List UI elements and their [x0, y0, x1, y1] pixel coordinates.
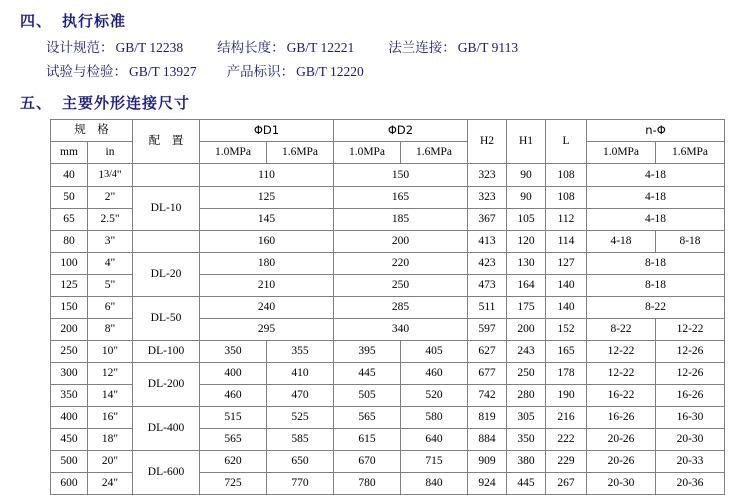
- cell-h2: 367: [468, 209, 507, 231]
- header-d2: ΦD2: [334, 120, 468, 142]
- cell-d1-16mpa: 355: [267, 341, 334, 363]
- cell-size-inch: 8": [88, 319, 133, 341]
- cell-n-phi-16mpa: 20-30: [656, 429, 725, 451]
- cell-size-mm: 250: [51, 341, 88, 363]
- standard-product-marking: [227, 61, 364, 82]
- cell-h1: 243: [507, 341, 546, 363]
- cell-size-mm: 450: [51, 429, 88, 451]
- cell-l: 216: [546, 407, 587, 429]
- table-row: [51, 187, 725, 209]
- cell-size-mm: 50: [51, 187, 88, 209]
- header-n-p16: 1.6MPa: [656, 142, 725, 164]
- cell-l: 229: [546, 451, 587, 473]
- cell-h1: 305: [507, 407, 546, 429]
- header-h1: H1: [507, 120, 546, 164]
- cell-d2-16mpa: 460: [401, 363, 468, 385]
- cell-d2-10mpa: 565: [334, 407, 401, 429]
- cell-n-phi-10mpa: 8-22: [587, 319, 656, 341]
- cell-n-phi: 4-18: [587, 209, 725, 231]
- cell-size-mm: 300: [51, 363, 88, 385]
- cell-h2: 473: [468, 275, 507, 297]
- cell-d1-16mpa: 410: [267, 363, 334, 385]
- cell-size-mm: 350: [51, 385, 88, 407]
- table-header-row-1: [51, 120, 725, 142]
- cell-n-phi: 4-18: [587, 187, 725, 209]
- cell-l: 178: [546, 363, 587, 385]
- cell-size-inch: 2": [88, 187, 133, 209]
- cell-h2: 597: [468, 319, 507, 341]
- cell-d1: 210: [200, 275, 334, 297]
- header-d1: ΦD1: [200, 120, 334, 142]
- cell-n-phi-16mpa: 16-30: [656, 407, 725, 429]
- cell-n-phi-16mpa: 8-18: [656, 231, 725, 253]
- cell-h1: 105: [507, 209, 546, 231]
- cell-d1: 145: [200, 209, 334, 231]
- cell-config: [133, 164, 200, 187]
- standards-row-1: [46, 37, 733, 58]
- cell-d1-16mpa: 650: [267, 451, 334, 473]
- cell-size-inch: 13/4": [88, 164, 133, 187]
- cell-h1: 380: [507, 451, 546, 473]
- cell-n-phi-10mpa: 16-22: [587, 385, 656, 407]
- cell-h1: 280: [507, 385, 546, 407]
- cell-d2-10mpa: 670: [334, 451, 401, 473]
- cell-size-mm: 125: [51, 275, 88, 297]
- cell-h1: 445: [507, 473, 546, 495]
- cell-n-phi-10mpa: 12-22: [587, 341, 656, 363]
- cell-d2-16mpa: 520: [401, 385, 468, 407]
- cell-l: 112: [546, 209, 587, 231]
- cell-n-phi-16mpa: 12-22: [656, 319, 725, 341]
- cell-size-inch: 20": [88, 451, 133, 473]
- cell-d1-10mpa: 350: [200, 341, 267, 363]
- cell-h1: 164: [507, 275, 546, 297]
- cell-d2-16mpa: 405: [401, 341, 468, 363]
- cell-d1: 125: [200, 187, 334, 209]
- header-d2-p10: 1.0MPa: [334, 142, 401, 164]
- cell-d2: 185: [334, 209, 468, 231]
- cell-h1: 130: [507, 253, 546, 275]
- table-row: [51, 164, 725, 187]
- table-row: [51, 253, 725, 275]
- standard-design-spec-label: 设计规范：: [46, 40, 114, 55]
- cell-n-phi-10mpa: 20-26: [587, 429, 656, 451]
- standard-design-spec: [46, 37, 183, 58]
- cell-config: DL-400: [133, 407, 200, 451]
- cell-h2: 909: [468, 451, 507, 473]
- cell-n-phi: 8-18: [587, 253, 725, 275]
- dimensions-table-wrap: [50, 119, 733, 495]
- cell-config: DL-20: [133, 253, 200, 297]
- cell-config: DL-200: [133, 363, 200, 407]
- cell-size-inch: 16": [88, 407, 133, 429]
- table-row: [51, 341, 725, 363]
- header-spec: 规 格: [51, 120, 133, 142]
- cell-d2: 165: [334, 187, 468, 209]
- standard-product-marking-value: GB/T 12220: [296, 64, 364, 79]
- cell-size-mm: 200: [51, 319, 88, 341]
- standard-flange-connection-label: 法兰连接：: [388, 40, 456, 55]
- standard-test-inspection-label: 试验与检验：: [46, 64, 127, 79]
- cell-config: DL-10: [133, 187, 200, 231]
- section-title-standards: 执行标准: [62, 13, 127, 30]
- standard-structure-length-value: GB/T 12221: [286, 40, 355, 55]
- cell-d2: 285: [334, 297, 468, 319]
- cell-n-phi-16mpa: 12-26: [656, 341, 725, 363]
- header-config: 配 置: [133, 120, 200, 164]
- cell-h2: 627: [468, 341, 507, 363]
- cell-l: 140: [546, 297, 587, 319]
- standard-flange-connection: [388, 37, 518, 58]
- cell-d1: 240: [200, 297, 334, 319]
- cell-h2: 323: [468, 187, 507, 209]
- table-row: [51, 451, 725, 473]
- cell-size-inch: 18": [88, 429, 133, 451]
- header-l: L: [546, 120, 587, 164]
- cell-size-inch: 3": [88, 231, 133, 253]
- cell-size-mm: 40: [51, 164, 88, 187]
- cell-d2: 250: [334, 275, 468, 297]
- cell-d1-16mpa: 770: [267, 473, 334, 495]
- standard-structure-length: [217, 37, 354, 58]
- cell-l: 222: [546, 429, 587, 451]
- section-number-five: 五、: [20, 95, 53, 112]
- cell-n-phi-16mpa: 12-26: [656, 363, 725, 385]
- table-row: [51, 407, 725, 429]
- cell-config: DL-100: [133, 341, 200, 363]
- cell-size-mm: 65: [51, 209, 88, 231]
- cell-l: 267: [546, 473, 587, 495]
- cell-d2-16mpa: 580: [401, 407, 468, 429]
- cell-size-mm: 100: [51, 253, 88, 275]
- cell-n-phi-16mpa: 16-26: [656, 385, 725, 407]
- cell-l: 108: [546, 187, 587, 209]
- cell-d1: 180: [200, 253, 334, 275]
- cell-l: 190: [546, 385, 587, 407]
- header-in: in: [88, 142, 133, 164]
- cell-l: 108: [546, 164, 587, 187]
- cell-d2-10mpa: 395: [334, 341, 401, 363]
- standards-block: [46, 37, 733, 82]
- cell-d1-10mpa: 565: [200, 429, 267, 451]
- cell-n-phi: 8-22: [587, 297, 725, 319]
- cell-n-phi-10mpa: 20-26: [587, 451, 656, 473]
- header-d2-p16: 1.6MPa: [401, 142, 468, 164]
- cell-config: [133, 231, 200, 253]
- cell-l: 165: [546, 341, 587, 363]
- cell-h2: 884: [468, 429, 507, 451]
- header-mm: mm: [51, 142, 88, 164]
- cell-d1: 160: [200, 231, 334, 253]
- cell-d2-10mpa: 780: [334, 473, 401, 495]
- cell-size-inch: 2.5": [88, 209, 133, 231]
- cell-d2: 200: [334, 231, 468, 253]
- cell-h1: 250: [507, 363, 546, 385]
- cell-size-inch: 6": [88, 297, 133, 319]
- header-n-phi: n-Φ: [587, 120, 725, 142]
- header-d1-p16: 1.6MPa: [267, 142, 334, 164]
- table-row: [51, 363, 725, 385]
- cell-size-mm: 500: [51, 451, 88, 473]
- cell-h1: 175: [507, 297, 546, 319]
- cell-d2-10mpa: 615: [334, 429, 401, 451]
- dimensions-table: [50, 119, 725, 495]
- cell-h1: 120: [507, 231, 546, 253]
- cell-d2: 340: [334, 319, 468, 341]
- cell-d2-10mpa: 505: [334, 385, 401, 407]
- cell-n-phi: 8-18: [587, 275, 725, 297]
- cell-size-mm: 150: [51, 297, 88, 319]
- table-header: [51, 120, 725, 164]
- cell-h1: 90: [507, 164, 546, 187]
- header-d1-p10: 1.0MPa: [200, 142, 267, 164]
- standard-flange-connection-value: GB/T 9113: [457, 40, 519, 55]
- cell-d1-10mpa: 400: [200, 363, 267, 385]
- cell-h2: 511: [468, 297, 507, 319]
- cell-n-phi: 4-18: [587, 164, 725, 187]
- header-n-p10: 1.0MPa: [587, 142, 656, 164]
- cell-d1-10mpa: 620: [200, 451, 267, 473]
- cell-n-phi-10mpa: 16-26: [587, 407, 656, 429]
- cell-d1-16mpa: 585: [267, 429, 334, 451]
- cell-size-mm: 400: [51, 407, 88, 429]
- cell-n-phi-16mpa: 20-36: [656, 473, 725, 495]
- cell-n-phi-10mpa: 4-18: [587, 231, 656, 253]
- cell-d2-16mpa: 640: [401, 429, 468, 451]
- cell-h1: 350: [507, 429, 546, 451]
- cell-size-inch: 4": [88, 253, 133, 275]
- cell-d2-16mpa: 715: [401, 451, 468, 473]
- cell-size-inch: 24": [88, 473, 133, 495]
- cell-d1-10mpa: 725: [200, 473, 267, 495]
- cell-n-phi-10mpa: 20-30: [587, 473, 656, 495]
- cell-size-mm: 600: [51, 473, 88, 495]
- cell-d1: 295: [200, 319, 334, 341]
- cell-h1: 200: [507, 319, 546, 341]
- cell-l: 140: [546, 275, 587, 297]
- cell-d1-16mpa: 525: [267, 407, 334, 429]
- standards-row-2: [46, 61, 733, 82]
- standard-test-inspection-value: GB/T 13927: [129, 64, 197, 79]
- cell-config: DL-50: [133, 297, 200, 341]
- cell-d1-16mpa: 470: [267, 385, 334, 407]
- cell-h2: 413: [468, 231, 507, 253]
- cell-d1: 110: [200, 164, 334, 187]
- cell-l: 114: [546, 231, 587, 253]
- cell-h2: 323: [468, 164, 507, 187]
- cell-size-inch: 14": [88, 385, 133, 407]
- cell-size-mm: 80: [51, 231, 88, 253]
- section-number-four: 四、: [20, 13, 53, 30]
- cell-d2-16mpa: 840: [401, 473, 468, 495]
- header-h2: H2: [468, 120, 507, 164]
- cell-d2-10mpa: 445: [334, 363, 401, 385]
- cell-size-inch: 5": [88, 275, 133, 297]
- table-row: [51, 297, 725, 319]
- standard-product-marking-label: 产品标识：: [226, 64, 295, 79]
- cell-d2: 220: [334, 253, 468, 275]
- cell-h2: 742: [468, 385, 507, 407]
- cell-h2: 819: [468, 407, 507, 429]
- cell-n-phi-10mpa: 12-22: [587, 363, 656, 385]
- section-title-dimensions: 主要外形连接尺寸: [62, 95, 191, 112]
- cell-size-inch: 12": [88, 363, 133, 385]
- table-body: [51, 164, 725, 495]
- cell-config: DL-600: [133, 451, 200, 495]
- cell-d1-10mpa: 515: [200, 407, 267, 429]
- table-row: [51, 231, 725, 253]
- standard-test-inspection: [46, 61, 197, 82]
- section-heading-dimensions: [20, 92, 733, 113]
- cell-d2: 150: [334, 164, 468, 187]
- standard-structure-length-label: 结构长度：: [217, 40, 285, 55]
- cell-h2: 423: [468, 253, 507, 275]
- standard-design-spec-value: GB/T 12238: [115, 40, 184, 55]
- cell-d1-10mpa: 460: [200, 385, 267, 407]
- cell-n-phi-16mpa: 20-33: [656, 451, 725, 473]
- cell-h1: 90: [507, 187, 546, 209]
- cell-l: 152: [546, 319, 587, 341]
- cell-l: 127: [546, 253, 587, 275]
- cell-h2: 677: [468, 363, 507, 385]
- cell-size-inch: 10": [88, 341, 133, 363]
- cell-h2: 924: [468, 473, 507, 495]
- section-heading-standards: [20, 10, 733, 31]
